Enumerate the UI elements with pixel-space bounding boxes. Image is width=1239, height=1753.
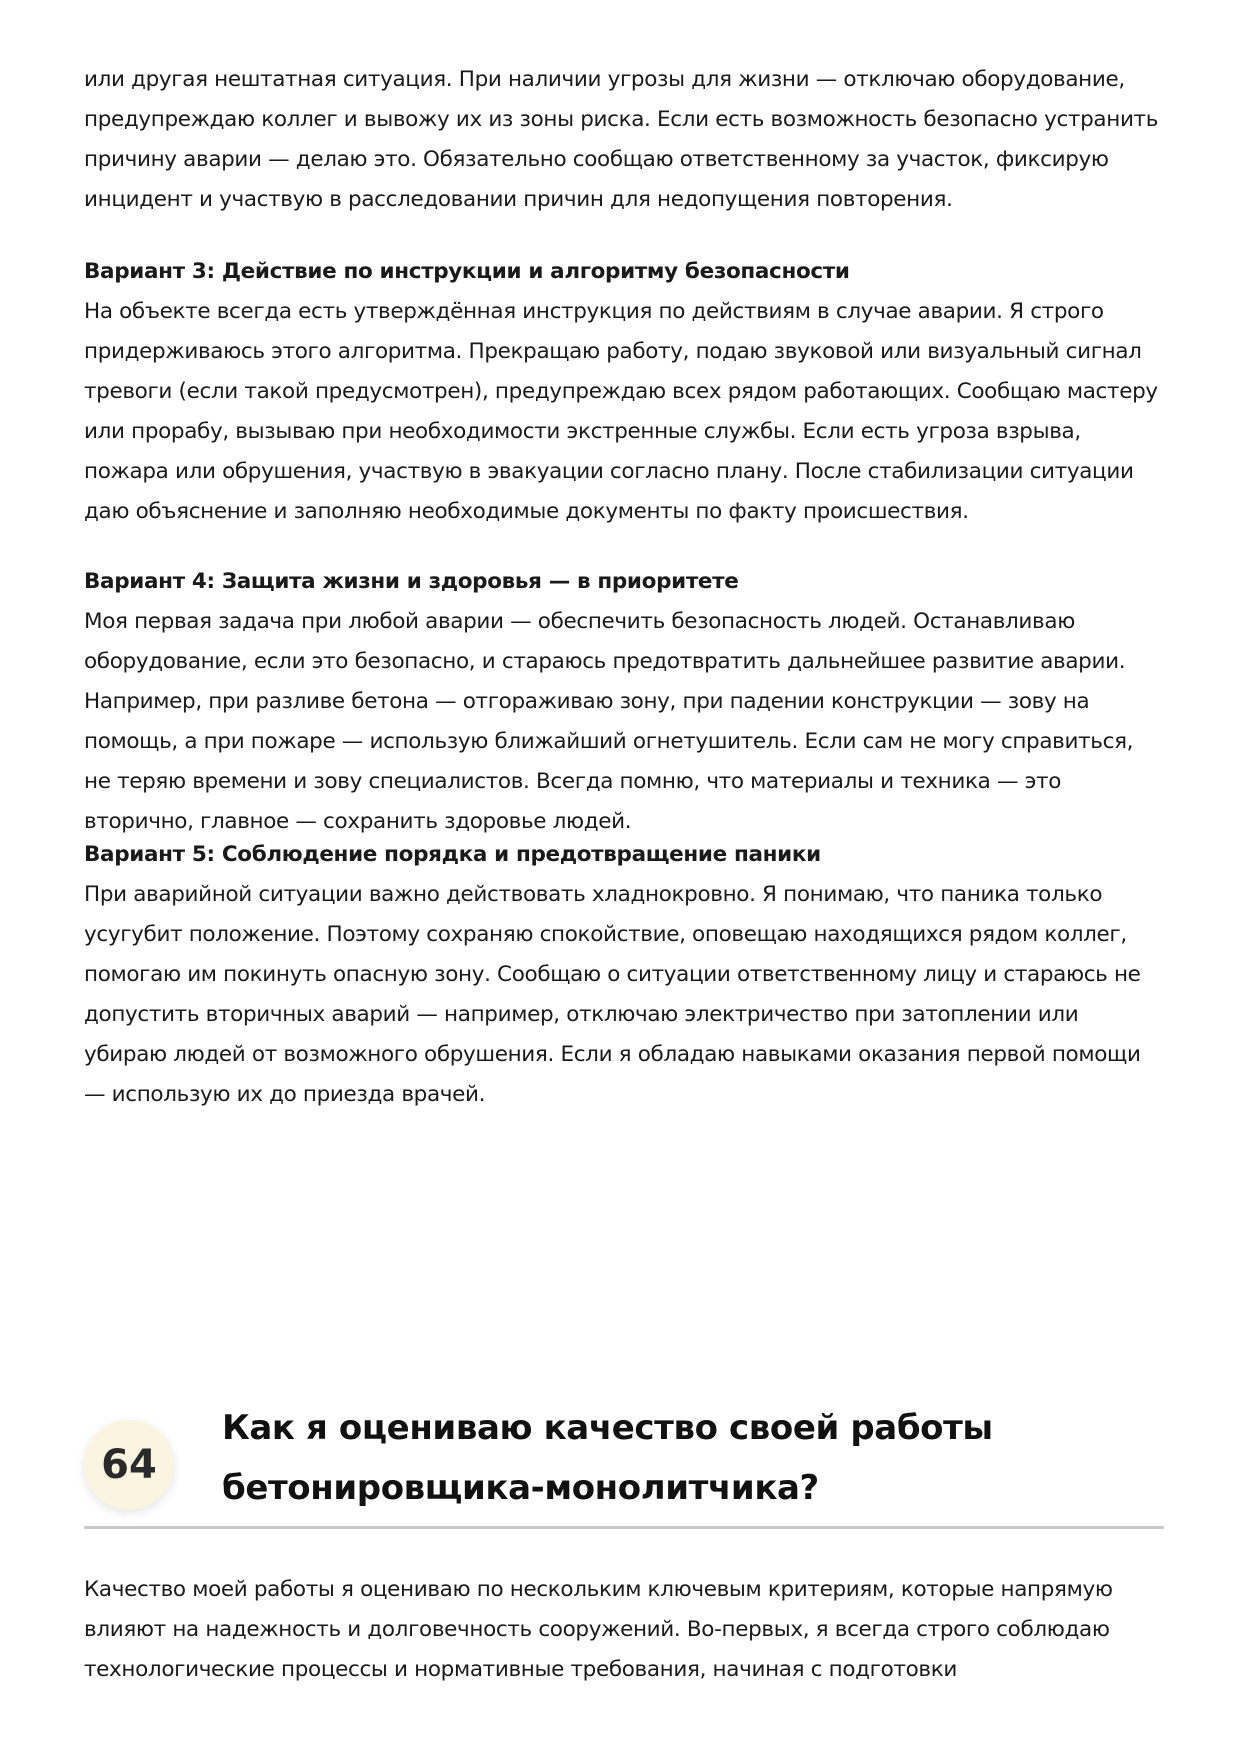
variant-3-text: На объекте всегда есть утверждённая инструкция по действиям в случае аварии. Я строго придерживаюсь этого алгоритма. Прекращаю работу, подаю звуковой или визуальный сигнал тревоги (если такой предусмотрен), предупреждаю всех рядом работающих. Сообщаю мастеру или прорабу, вызываю при необходимости экстренные службы. Если есть угроза взрыва, пожара или обрушения, участвую в эвакуации согласно плану. После стабилизации ситуации даю объяснение и заполняю необходимые документы по факту происшествия. — [84, 299, 1158, 524]
question-divider — [84, 1526, 1164, 1529]
intro-continuation-paragraph: или другая нештатная ситуация. При наличии угрозы для жизни — отключаю оборудование, предупреждаю коллег и вывожу их из зоны риска. Если есть возможность безопасно устранить причину аварии — делаю это. Обязательно сообщаю ответственному за участок, фиксирую инцидент и участвую в расследовании причин для недопущения повторения. — [84, 67, 1159, 212]
variant-4-section — [84, 562, 1164, 842]
variant-4-text: Моя первая задача при любой аварии — обеспечить безопасность людей. Останавливаю оборудование, если это безопасно, и стараюсь предотвратить дальнейшее развитие аварии. Например, при разливе бетона — отгораживаю зону, при падении конструкции — зову на помощь, а при пожаре — использую ближайший огнетушитель. Если сам не могу справиться, не теряю времени и зову специалистов. Всегда помню, что материалы и техника — это вторично, главное — сохранить здоровье людей. — [84, 609, 1134, 834]
question-number-badge: 64 — [84, 1420, 174, 1510]
variant-5-section — [84, 835, 1164, 1115]
question-answer-paragraph: Качество моей работы я оцениваю по нескольким ключевым критериям, которые напрямую влияют на надежность и долговечность сооружений. Во-первых, я всегда строго соблюдаю технологические процессы и нормативные требования, начиная с подготовки — [84, 1577, 1113, 1682]
variant-3-section — [84, 252, 1164, 532]
variant-5-title: Вариант 5: Соблюдение порядка и предотвращение паники — [84, 842, 821, 867]
variant-3-title: Вариант 3: Действие по инструкции и алгоритму безопасности — [84, 259, 850, 284]
question-header — [84, 1398, 1164, 1528]
variant-4-title: Вариант 4: Защита жизни и здоровья — в приоритете — [84, 569, 739, 594]
variant-5-text: При аварийной ситуации важно действовать хладнокровно. Я понимаю, что паника только усугубит положение. Поэтому сохраняю спокойствие, оповещаю находящихся рядом коллег, помогаю им покинуть опасную зону. Сообщаю о ситуации ответственному лицу и стараюсь не допустить вторичных аварий — например, отключаю электричество при затоплении или убираю людей от возможного обрушения. Если я обладаю навыками оказания первой помощи — использую их до приезда врачей. — [84, 882, 1141, 1107]
question-title: Как я оцениваю качество своей работы бетонировщика-монолитчика? — [222, 1408, 993, 1508]
